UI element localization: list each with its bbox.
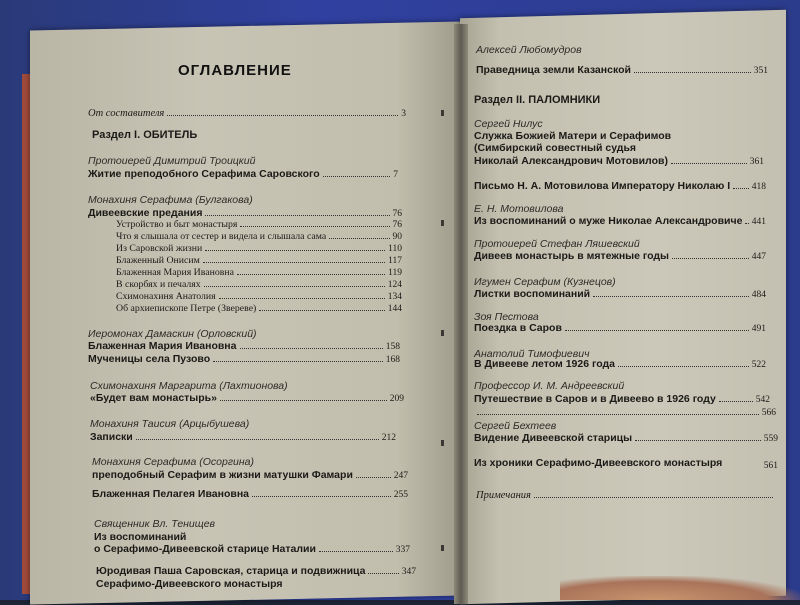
toc-entry: Служка Божией Матери и Серафимов	[474, 130, 672, 142]
entry-author: Священник Вл. Тенищев	[94, 518, 216, 530]
entry-author: Монахиня Таисия (Арцыбушева)	[90, 418, 250, 430]
toc-entry: «Будет вам монастырь» 209	[90, 392, 404, 404]
entry-author: Зоя Пестова	[474, 311, 539, 323]
stitch	[441, 545, 444, 551]
toc-entry: о Серафимо-Дивеевской старице Наталии 337	[94, 543, 410, 555]
toc-entry: Блаженная Мария Ивановна 158	[88, 340, 400, 352]
toc-entry: В Дивееве летом 1926 года 522	[474, 358, 766, 370]
toc-entry: Путешествие в Саров и в Дивеево в 1926 году 542	[474, 393, 770, 405]
toc-subentry: Что я слышала от сестер и видела и слышала сама 90	[116, 231, 402, 242]
stitch	[441, 220, 444, 226]
toc-subentry: Схимонахиня Анатолия 134	[116, 291, 402, 302]
section-title: Раздел II. ПАЛОМНИКИ	[474, 94, 601, 106]
toc-entry: Листки воспоминаний 484	[474, 288, 766, 300]
toc-entry: Из хроники Серафимо-Дивеевского монастыря	[474, 457, 723, 469]
entry-author: Монахиня Серафима (Осоргина)	[92, 456, 254, 468]
toc-entry: Юродивая Паша Саровская, старица и подвижница 347	[96, 565, 416, 577]
stitch	[441, 440, 444, 446]
toc-entry: Мученицы села Пузово 168	[88, 353, 400, 365]
entry-author: Сергей Нилус	[474, 118, 543, 130]
toc-entry: Письмо Н. А. Мотовилова Императору Николаю I 418	[474, 180, 766, 192]
toc-heading: ОГЛАВЛЕНИЕ	[178, 62, 292, 79]
entry-author: Иеромонах Дамаскин (Орловский)	[88, 328, 257, 340]
toc-subentry: В скорбях и печалях 124	[116, 279, 402, 290]
section-title: Раздел I. ОБИТЕЛЬ	[92, 129, 198, 141]
toc-entry: Серафимо-Дивеевского монастыря	[96, 578, 283, 590]
toc-entry: (Симбирский совестный судья	[474, 142, 637, 154]
toc-entry: 566	[474, 408, 776, 418]
toc-entry: Дивеевские предания 76	[88, 207, 402, 219]
toc-entry: Житие преподобного Серафима Саровского 7	[88, 168, 398, 180]
book-spine	[454, 24, 468, 604]
toc-entry: Поездка в Саров 491	[474, 322, 766, 334]
entry-author: Е. Н. Мотовилова	[474, 203, 564, 215]
entry-author: Монахиня Серафима (Булгакова)	[88, 194, 253, 206]
stitch	[441, 110, 444, 116]
toc-subentry: Блаженный Онисим 117	[116, 255, 402, 266]
entry-author: Анатолий Тимофиевич	[474, 348, 590, 360]
toc-subentry: Устройство и быт монастыря 76	[116, 219, 402, 230]
toc-entry: От составителя 3	[88, 108, 406, 119]
toc-entry: Примечания	[476, 490, 776, 501]
toc-entry: Записки 212	[90, 431, 396, 443]
toc-entry: Дивеев монастырь в мятежные годы 447	[474, 250, 766, 262]
toc-subentry: Блаженная Мария Ивановна 119	[116, 267, 402, 278]
toc-entry: Из воспоминаний о муже Николае Александровиче 441	[474, 215, 766, 227]
toc-entry: преподобный Серафим в жизни матушки Фамари 247	[92, 469, 408, 481]
toc-entry: Николай Александрович Мотовилов) 361	[474, 155, 764, 167]
stitch	[441, 330, 444, 336]
toc-entry: Из воспоминаний	[94, 531, 187, 543]
toc-entry: 561	[763, 461, 778, 471]
toc-subentry: Из Саровской жизни 110	[116, 243, 402, 254]
entry-author: Схимонахиня Маргарита (Лахтионова)	[90, 380, 288, 392]
toc-entry: Блаженная Пелагея Ивановна 255	[92, 488, 408, 500]
toc-entry: Праведница земли Казанской 351	[476, 64, 768, 76]
entry-author: Игумен Серафим (Кузнецов)	[474, 276, 616, 288]
entry-author: Протоиерей Димитрий Троицкий	[88, 155, 256, 167]
entry-author: Протоиерей Стефан Ляшевский	[474, 238, 640, 250]
entry-author: Сергей Бехтеев	[474, 420, 557, 432]
finger	[560, 576, 800, 600]
toc-subentry: Об архиепископе Петре (Звереве) 144	[116, 303, 402, 314]
toc-entry: Видение Дивеевской старицы 559	[474, 432, 778, 444]
entry-author: Профессор И. М. Андреевский	[474, 380, 625, 392]
entry-author: Алексей Любомудров	[476, 44, 582, 56]
